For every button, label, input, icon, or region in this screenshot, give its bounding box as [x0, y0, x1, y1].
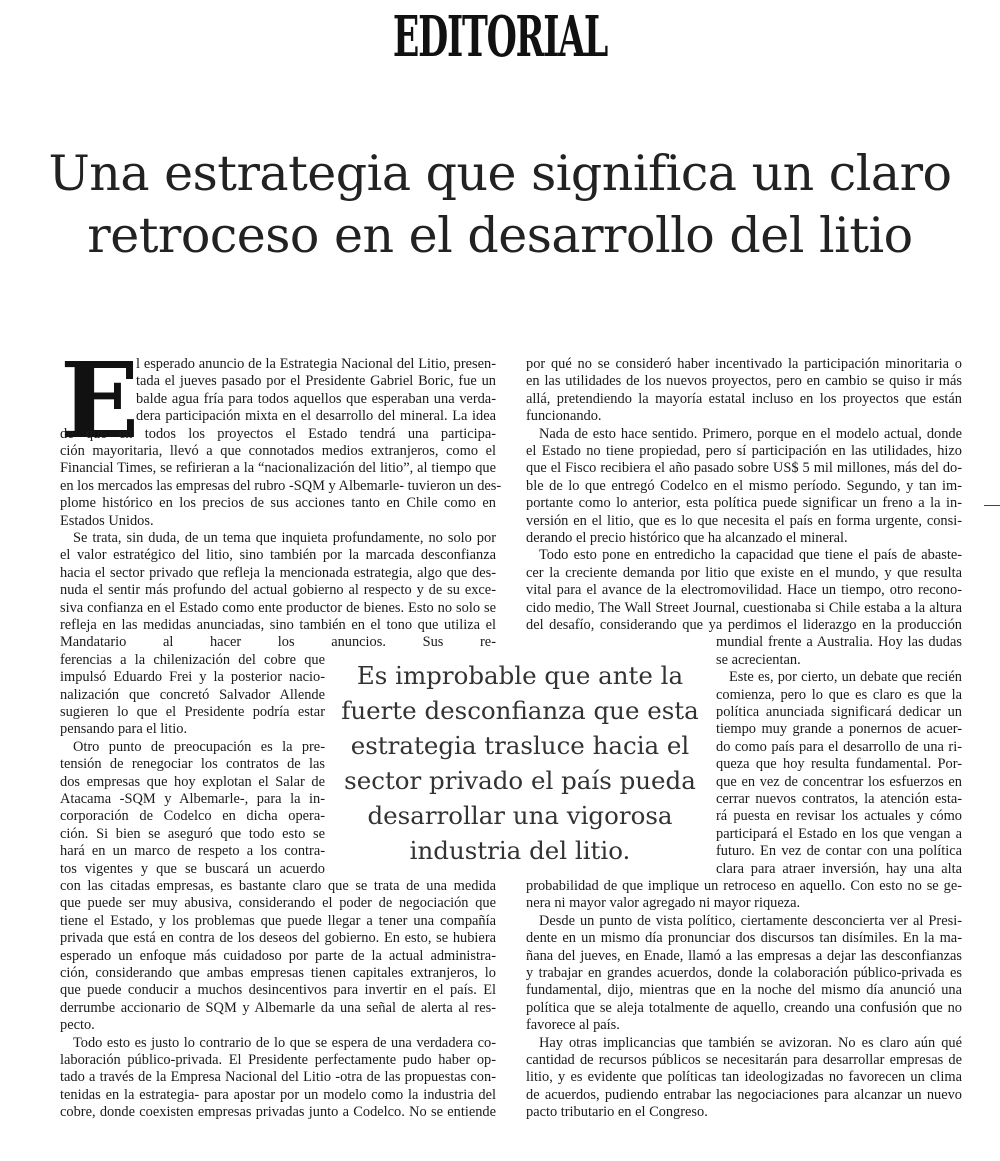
text-line: balde agua fría para todos aquellos que esperaban una verda-: [136, 390, 496, 407]
col2-paragraph-6: [526, 1035, 962, 1122]
margin-rule: [984, 505, 1000, 506]
text-line: tiene el Estado, y los problemas que puede llegar a tener una compañía: [60, 912, 496, 929]
text-line: portante como lo anterior, esta política puede significar un freno a la in-: [526, 495, 962, 512]
text-line: tos vigentes y que se buscará un acuerdo: [60, 860, 325, 877]
text-line: Desde un punto de vista político, ciertamente desconcierta ver al Presi-: [539, 912, 962, 929]
text-line: litio, y es evidente que políticas tan ideologizadas no favorecen un clima: [526, 1069, 962, 1086]
text-line: Nada de esto hace sentido. Primero, porque en el modelo actual, donde: [539, 425, 962, 442]
text-line: pecto.: [60, 1017, 95, 1034]
text-line: tensión de renegociar los contratos de las: [60, 756, 325, 773]
headline-line-2: retroceso en el desarrollo del litio: [87, 207, 913, 264]
text-line: ción. Si bien se aseguró que todo esto se: [60, 825, 325, 842]
text-line: tiempo muy grande a ponernos de acuer-: [716, 721, 962, 738]
text-line: mundial frente a Australia. Hoy las dudas: [716, 634, 962, 651]
headline-line-1: Una estrategia que significa un claro: [48, 145, 952, 202]
col2-paragraph-4-continued: [526, 878, 962, 913]
text-line: tenidas en la estrategia- para apostar por un modelo como la industria del: [60, 1086, 496, 1103]
section-label: EDITORIAL: [392, 4, 608, 70]
text-line: por qué no se consideró haber incentivado la participación minoritaria o: [526, 356, 962, 372]
column-2-top: [526, 356, 962, 635]
text-line: nera ni mayor valor agregado ni mayor riqueza.: [526, 895, 801, 912]
text-line: con las citadas empresas, es bastante claro que se trata de una medida: [60, 878, 496, 894]
text-line: nalización que concretó Salvador Allende: [60, 686, 325, 703]
text-line: participará el Estado en los que vengan a: [716, 825, 962, 842]
text-line: dera participación mixta en el desarrollo del mineral. La idea: [136, 408, 496, 425]
text-line: sector privado el país pueda: [344, 766, 696, 795]
text-line: Estados Unidos.: [60, 512, 154, 529]
text-line: Este es, por cierto, un debate que recién: [729, 669, 962, 686]
text-line: rá puesta en revisar los actuales y cómo: [716, 808, 962, 825]
text-line: y trabajar en grandes acuerdos, donde la colaboración público-privada es: [526, 965, 962, 982]
text-line: Financial Times, se refirieran a la “nacionalización del litio”, al tiempo que: [60, 460, 496, 477]
text-line: que el Fisco recibiera el año pasado sobre US$ 5 mil millones, más del do-: [526, 460, 962, 477]
column-2-bottom: [526, 878, 962, 1122]
paragraph-4: [60, 1035, 496, 1122]
text-line: impulsó Eduardo Frei y la posterior nacio-: [60, 669, 325, 686]
text-line: en las utilidades de los nuevos proyectos, pero en cambio se quiso ir más: [526, 373, 962, 390]
col2-paragraph-4: [716, 669, 962, 878]
text-line: el valor estratégico del litio, sino también por la marcada desconfianza: [60, 547, 496, 564]
text-line: ñana del jueves, en Enade, llamó a las empresas a dejar las desconfianzas: [526, 947, 962, 964]
text-line: dos empresas que hoy explotan el Salar de: [60, 773, 325, 790]
text-line: vital para el avance de la electromovilidad. Hace un tiempo, otro recono-: [526, 582, 962, 599]
col2-paragraph-5: [526, 913, 962, 1035]
text-line: ferencias a la chilenización del cobre que: [60, 651, 325, 668]
text-line: Todo esto pone en entredicho la capacidad que tiene el país de abaste-: [539, 547, 962, 564]
headline: [0, 143, 1000, 267]
text-line: fuerte desconfianza que esta: [341, 696, 699, 725]
text-line: que puede ser muy abusiva, considerando el poder de negociación que: [60, 895, 496, 912]
text-line: que en vez de concentrar los esfuerzos en: [716, 773, 962, 790]
text-line: esperado un enfoque más cuidadoso por parte de la actual administra-: [60, 947, 496, 964]
paragraph-3-continued: [60, 878, 496, 1035]
paragraph-3: [60, 739, 325, 878]
text-line: política anunciada significará dedicar un: [716, 704, 962, 721]
text-line: tada el jueves pasado por el Presidente Gabriel Boric, fue un: [136, 373, 496, 390]
text-line: de acuerdos, pudiendo entrabar las negociaciones para alcanzar un nuevo: [526, 1086, 962, 1103]
text-line: cobre, donde coexisten empresas privadas junto a Codelco. No se entiende: [60, 1104, 496, 1121]
text-line: queza que hoy resulta fundamental. Por-: [716, 756, 962, 773]
text-line: fundamental, dijo, mientras que en la noche del mismo día anunció una: [526, 982, 962, 999]
text-line: cantidad de recursos públicos se necesitarán para desarrollar empresas de: [526, 1052, 962, 1069]
text-line: tado a través de la Empresa Nacional del Litio -otra de las propuestas con-: [60, 1069, 496, 1086]
text-line: cerrar nuevos contratos, la atención esta-: [716, 791, 962, 808]
text-line: hacia el sector privado que refleja la mencionada estrategia, algo que des-: [60, 564, 496, 581]
col2-paragraph-2: [526, 426, 962, 548]
paragraph-2-continued: [60, 652, 325, 739]
column-1-block-a: [60, 425, 502, 652]
text-line: sugieren lo que el Presidente podría estar: [60, 704, 325, 721]
text-line: laboración público-privada. El Presidente perfectamente pudo haber op-: [60, 1052, 496, 1069]
column-2-narrow: [716, 634, 962, 878]
text-line: industria del litio.: [409, 836, 631, 865]
text-line: funcionando.: [526, 408, 602, 425]
text-line: favorece al país.: [526, 1017, 620, 1034]
column-1-narrow: [60, 652, 325, 878]
col2-paragraph-3: [526, 547, 962, 634]
text-line: desarrollar una vigorosa: [367, 801, 673, 830]
text-line: corporación de Codelco en dicha opera-: [60, 808, 325, 825]
text-line: l esperado anuncio de la Estrategia Nacional del Litio, presen-: [136, 356, 496, 372]
text-line: pacto tributario en el Congreso.: [526, 1104, 708, 1121]
text-line: refleja en las medidas anunciadas, sino también en el tono que utiliza el: [60, 617, 496, 634]
text-line: clara para atraer inversión, hay una alta: [716, 860, 962, 877]
text-line: Todo esto es justo lo contrario de lo que se espera de una verdadera co-: [73, 1034, 496, 1051]
text-line: en los mercados las empresas del rubro -SQM y Albemarle- tuvieron un des-: [60, 477, 502, 494]
column-1-intro-wide: [136, 356, 496, 426]
text-line: de que en todos los proyectos el Estado tendrá una participa-: [60, 425, 496, 442]
text-line: Otro punto de preocupación es la pre-: [73, 738, 325, 755]
text-line: derando el precio histórico que ha alcanzado el mineral.: [526, 530, 848, 547]
text-line: do como país para el desarrollo de una ri-: [716, 738, 962, 755]
text-line: pensando para el litio.: [60, 721, 188, 738]
col2-paragraph-3-continued: [716, 634, 962, 669]
paragraph-1-lines: [136, 356, 496, 426]
text-line: Es improbable que ante la: [356, 661, 684, 690]
text-line: versión en el litio, que es lo que necesita el país en forma urgente, consi-: [526, 512, 962, 529]
text-line: nuda el sentir más profundo del actual gobierno al respecto y de su exce-: [60, 582, 496, 599]
text-line: ción, considerando que ambas empresas tienen capitales extranjeros, lo: [60, 965, 496, 982]
text-line: ción mayoritaria, llevó a que connotados medios extranjeros, como el: [60, 443, 496, 459]
text-line: el Estado no tiene propiedad, pero sí participación en las utilidades, hizo: [526, 443, 962, 460]
column-1-block-b: [60, 878, 496, 1122]
col2-paragraph-1: [526, 356, 962, 426]
paragraph-2: [60, 530, 496, 652]
text-line: cido medio, The Wall Street Journal, cuestionaba si Chile estaba a la altura: [526, 599, 962, 616]
text-line: hará en un marco de respeto a los contra-: [60, 843, 325, 860]
text-line: dente en un mismo día pronunciar dos discursos tan disímiles. En la ma-: [526, 930, 962, 947]
text-line: privada que está en contra de los deseos del gobierno. En esto, se hubiera: [60, 930, 496, 947]
text-line: política que se aleja totalmente de aquello, creando una confusión que no: [526, 999, 962, 1016]
text-line: plome histórico en los precios de sus acciones tanto en Chile como en: [60, 495, 496, 512]
text-line: Hay otras implicancias que también se avizoran. No es claro aún qué: [539, 1034, 962, 1051]
text-line: cer la creciente demanda por litio que existe en el mundo, y que resulta: [526, 564, 962, 581]
text-line: derrumbe accionario de SQM y Albemarle da una señal de alerta al res-: [60, 999, 496, 1016]
text-line: del desafío, considerando que ya perdimos el liderazgo en la producción: [526, 617, 962, 634]
text-line: comienza, pero lo que es claro es que la: [716, 686, 962, 703]
drop-cap: E: [60, 339, 140, 462]
text-line: allá, pretendiendo la mayoría estatal incluso en los proyectos que están: [526, 390, 962, 407]
text-line: futuro. En vez de contar con una política: [716, 843, 962, 860]
text-line: Mandatario al hacer los anuncios. Sus re-: [60, 634, 496, 651]
text-line: Atacama -SQM y Albemarle-, para la in-: [60, 791, 325, 808]
text-line: Se trata, sin duda, de un tema que inquieta profundamente, no solo por: [73, 530, 496, 547]
text-line: que puede conducir a muchos desincentivos para invertir en el país. El: [60, 982, 496, 999]
pull-quote: [330, 658, 710, 868]
text-line: estrategia trasluce hacia el: [350, 731, 690, 760]
text-line: siva confianza en el Estado como ente productor de bienes. Esto no solo se: [60, 599, 496, 616]
paragraph-1-continued: [60, 425, 502, 530]
text-line: probabilidad de que implique un retroceso en aquello. Con esto no se ge-: [526, 878, 962, 894]
text-line: se acrecientan.: [716, 651, 801, 668]
text-line: ble de lo que entregó Codelco en el mismo período. Segundo, y tan im-: [526, 477, 962, 494]
